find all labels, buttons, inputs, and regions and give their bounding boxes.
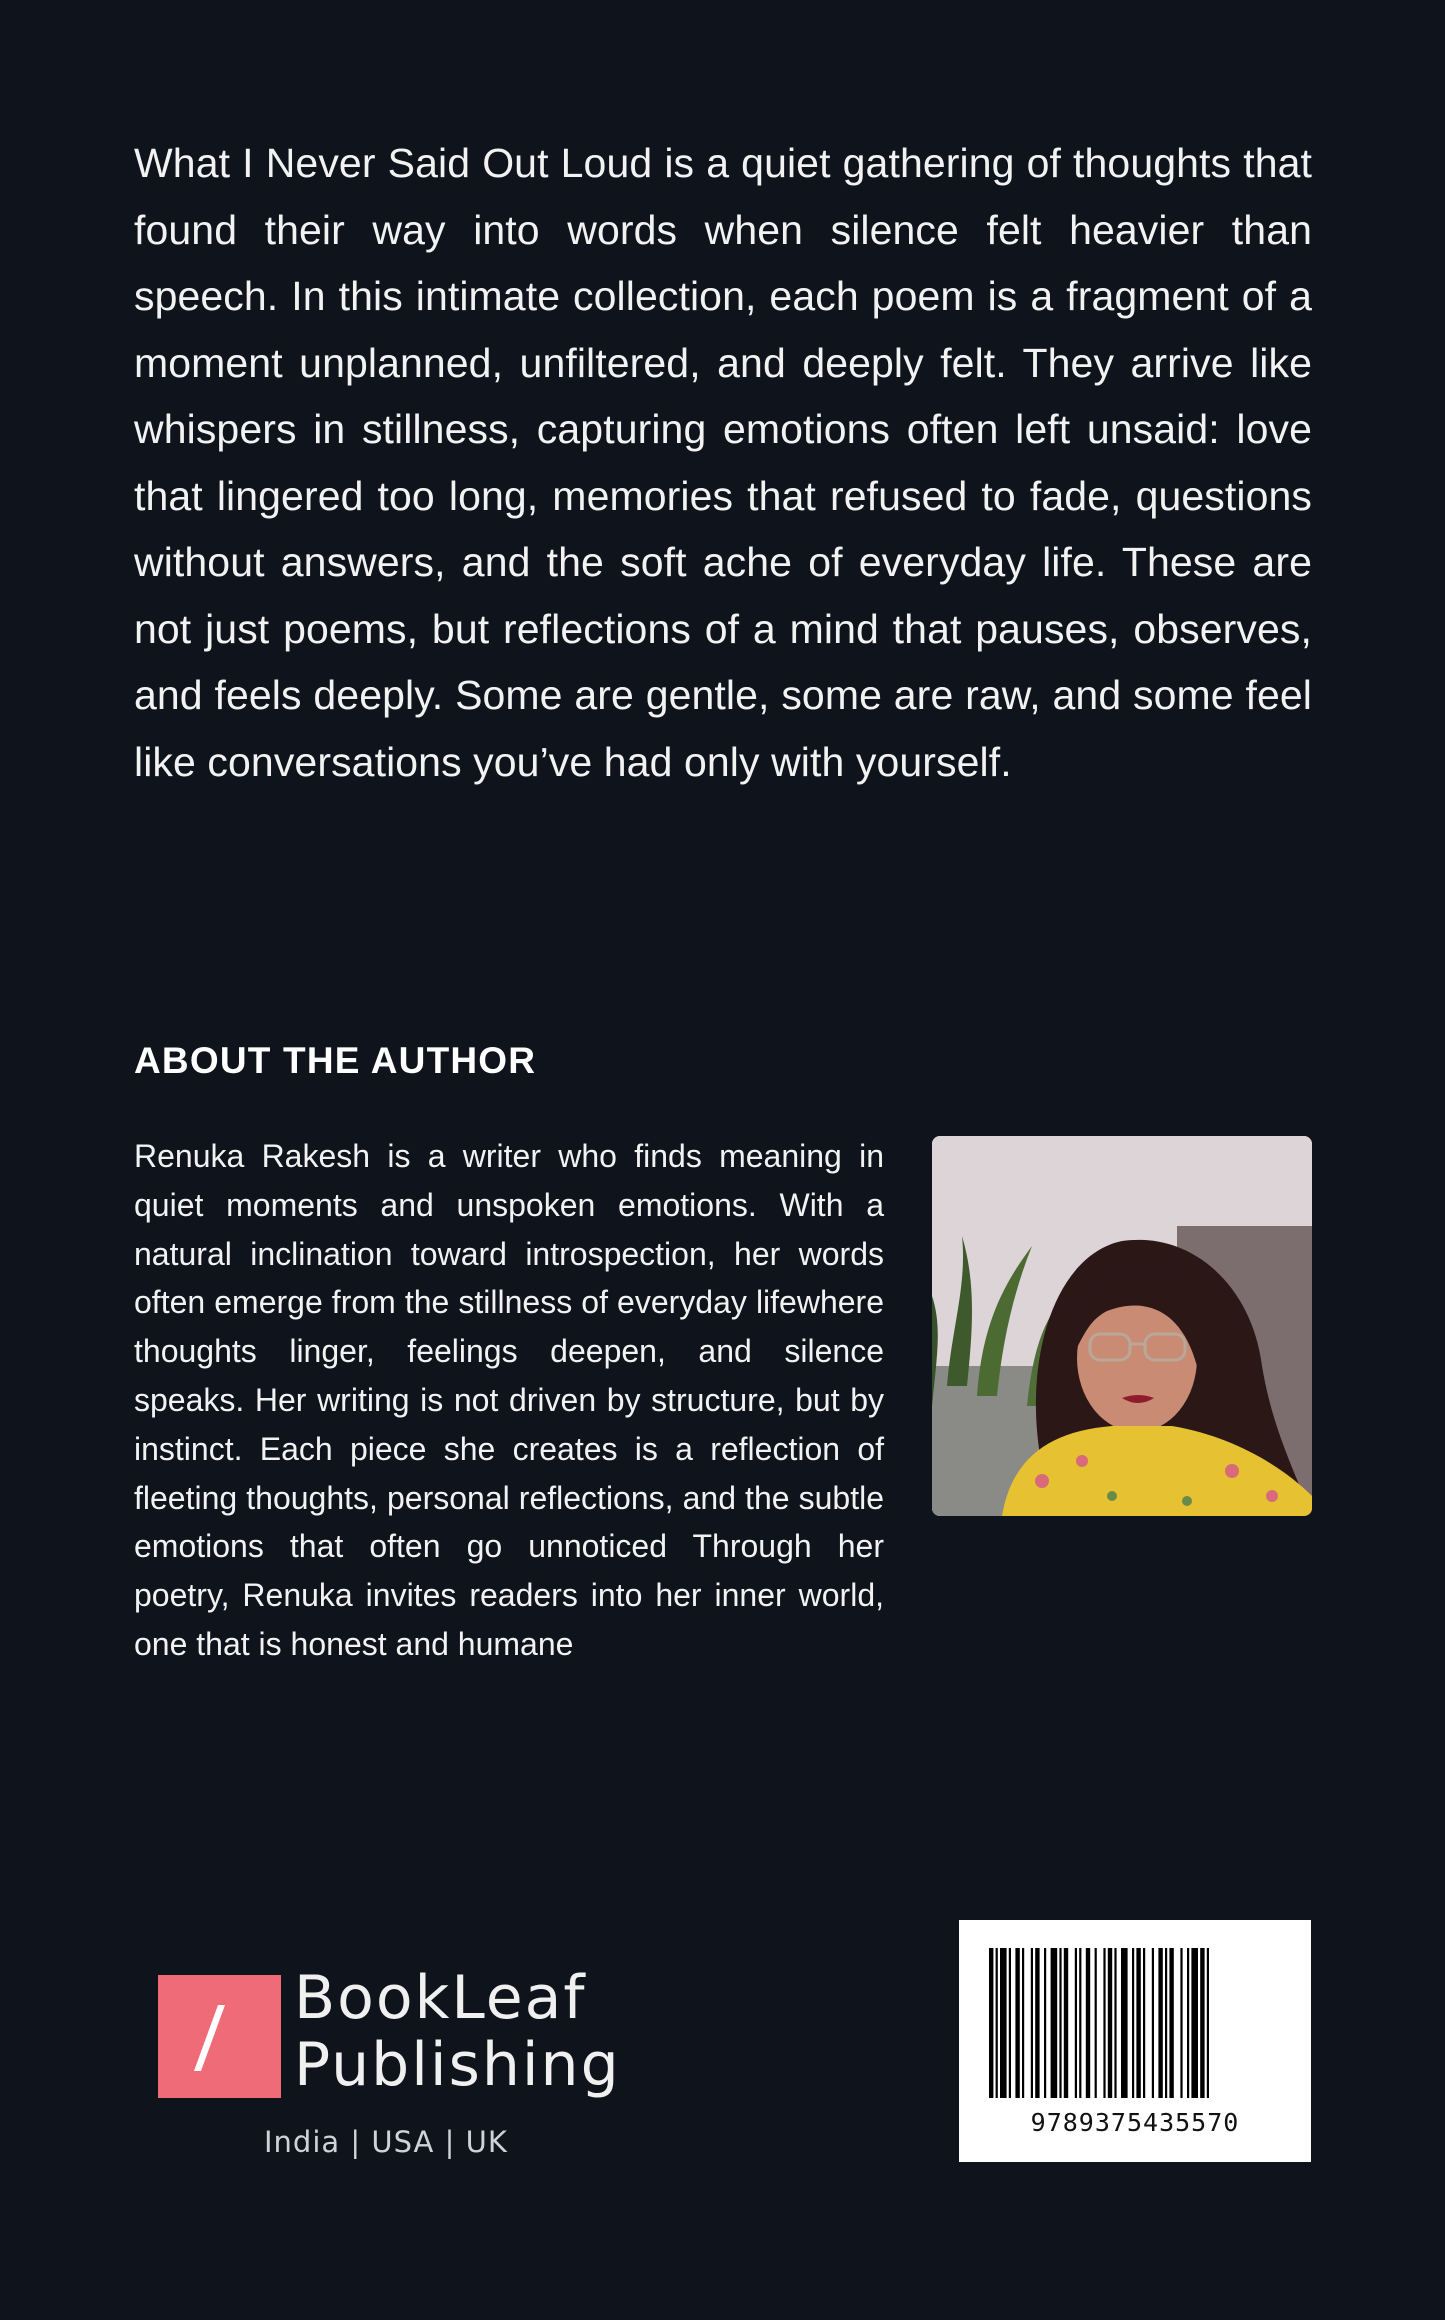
- isbn-number: 9789375435570: [1030, 2108, 1240, 2137]
- about-author-text: Renuka Rakesh is a writer who finds meaning in quiet moments and unspoken emotions. With a natural inclination toward introspection, her words often emerge from the stillness of everyday lifewhere thoughts linger, feelings deepen, and silence speaks. Her writing is not driven by structure, but by instinct. Each piece she creates is a reflection of fleeting thoughts, personal reflections, and the subtle emotions that often go unnoticed Through her poetry, Renuka invites readers into her inner world, one that is honest and humane: [134, 1138, 884, 1662]
- author-photo: [932, 1136, 1312, 1516]
- slash-logo-icon: [158, 1975, 281, 2098]
- isbn-barcode: [959, 1920, 1311, 2162]
- publisher-logo: [158, 1963, 621, 2159]
- about-author-heading: ABOUT THE AUTHOR: [134, 1040, 537, 1081]
- publisher-name-line1: BookLeaf: [294, 1963, 587, 2033]
- publisher-regions: India | USA | UK: [264, 2125, 508, 2159]
- barcode-bars: [989, 1948, 1281, 2098]
- publisher-name-line2: Publishing: [294, 2030, 621, 2100]
- book-blurb: What I Never Said Out Loud is a quiet gathering of thoughts that found their way into words when silence felt heavier than speech. In this intimate collection, each poem is a fragment of a moment unplanned, unfiltered, and deeply felt. They arrive like whispers in stillness, capturing emotions often left unsaid: love that lingered too long, memories that refused to fade, questions without answers, and the soft ache of everyday life. These are not just poems, but reflections of a mind that pauses, observes, and feels deeply. Some are gentle, some are raw, and some feel like conversations you’ve had only with yourself.: [134, 140, 1312, 785]
